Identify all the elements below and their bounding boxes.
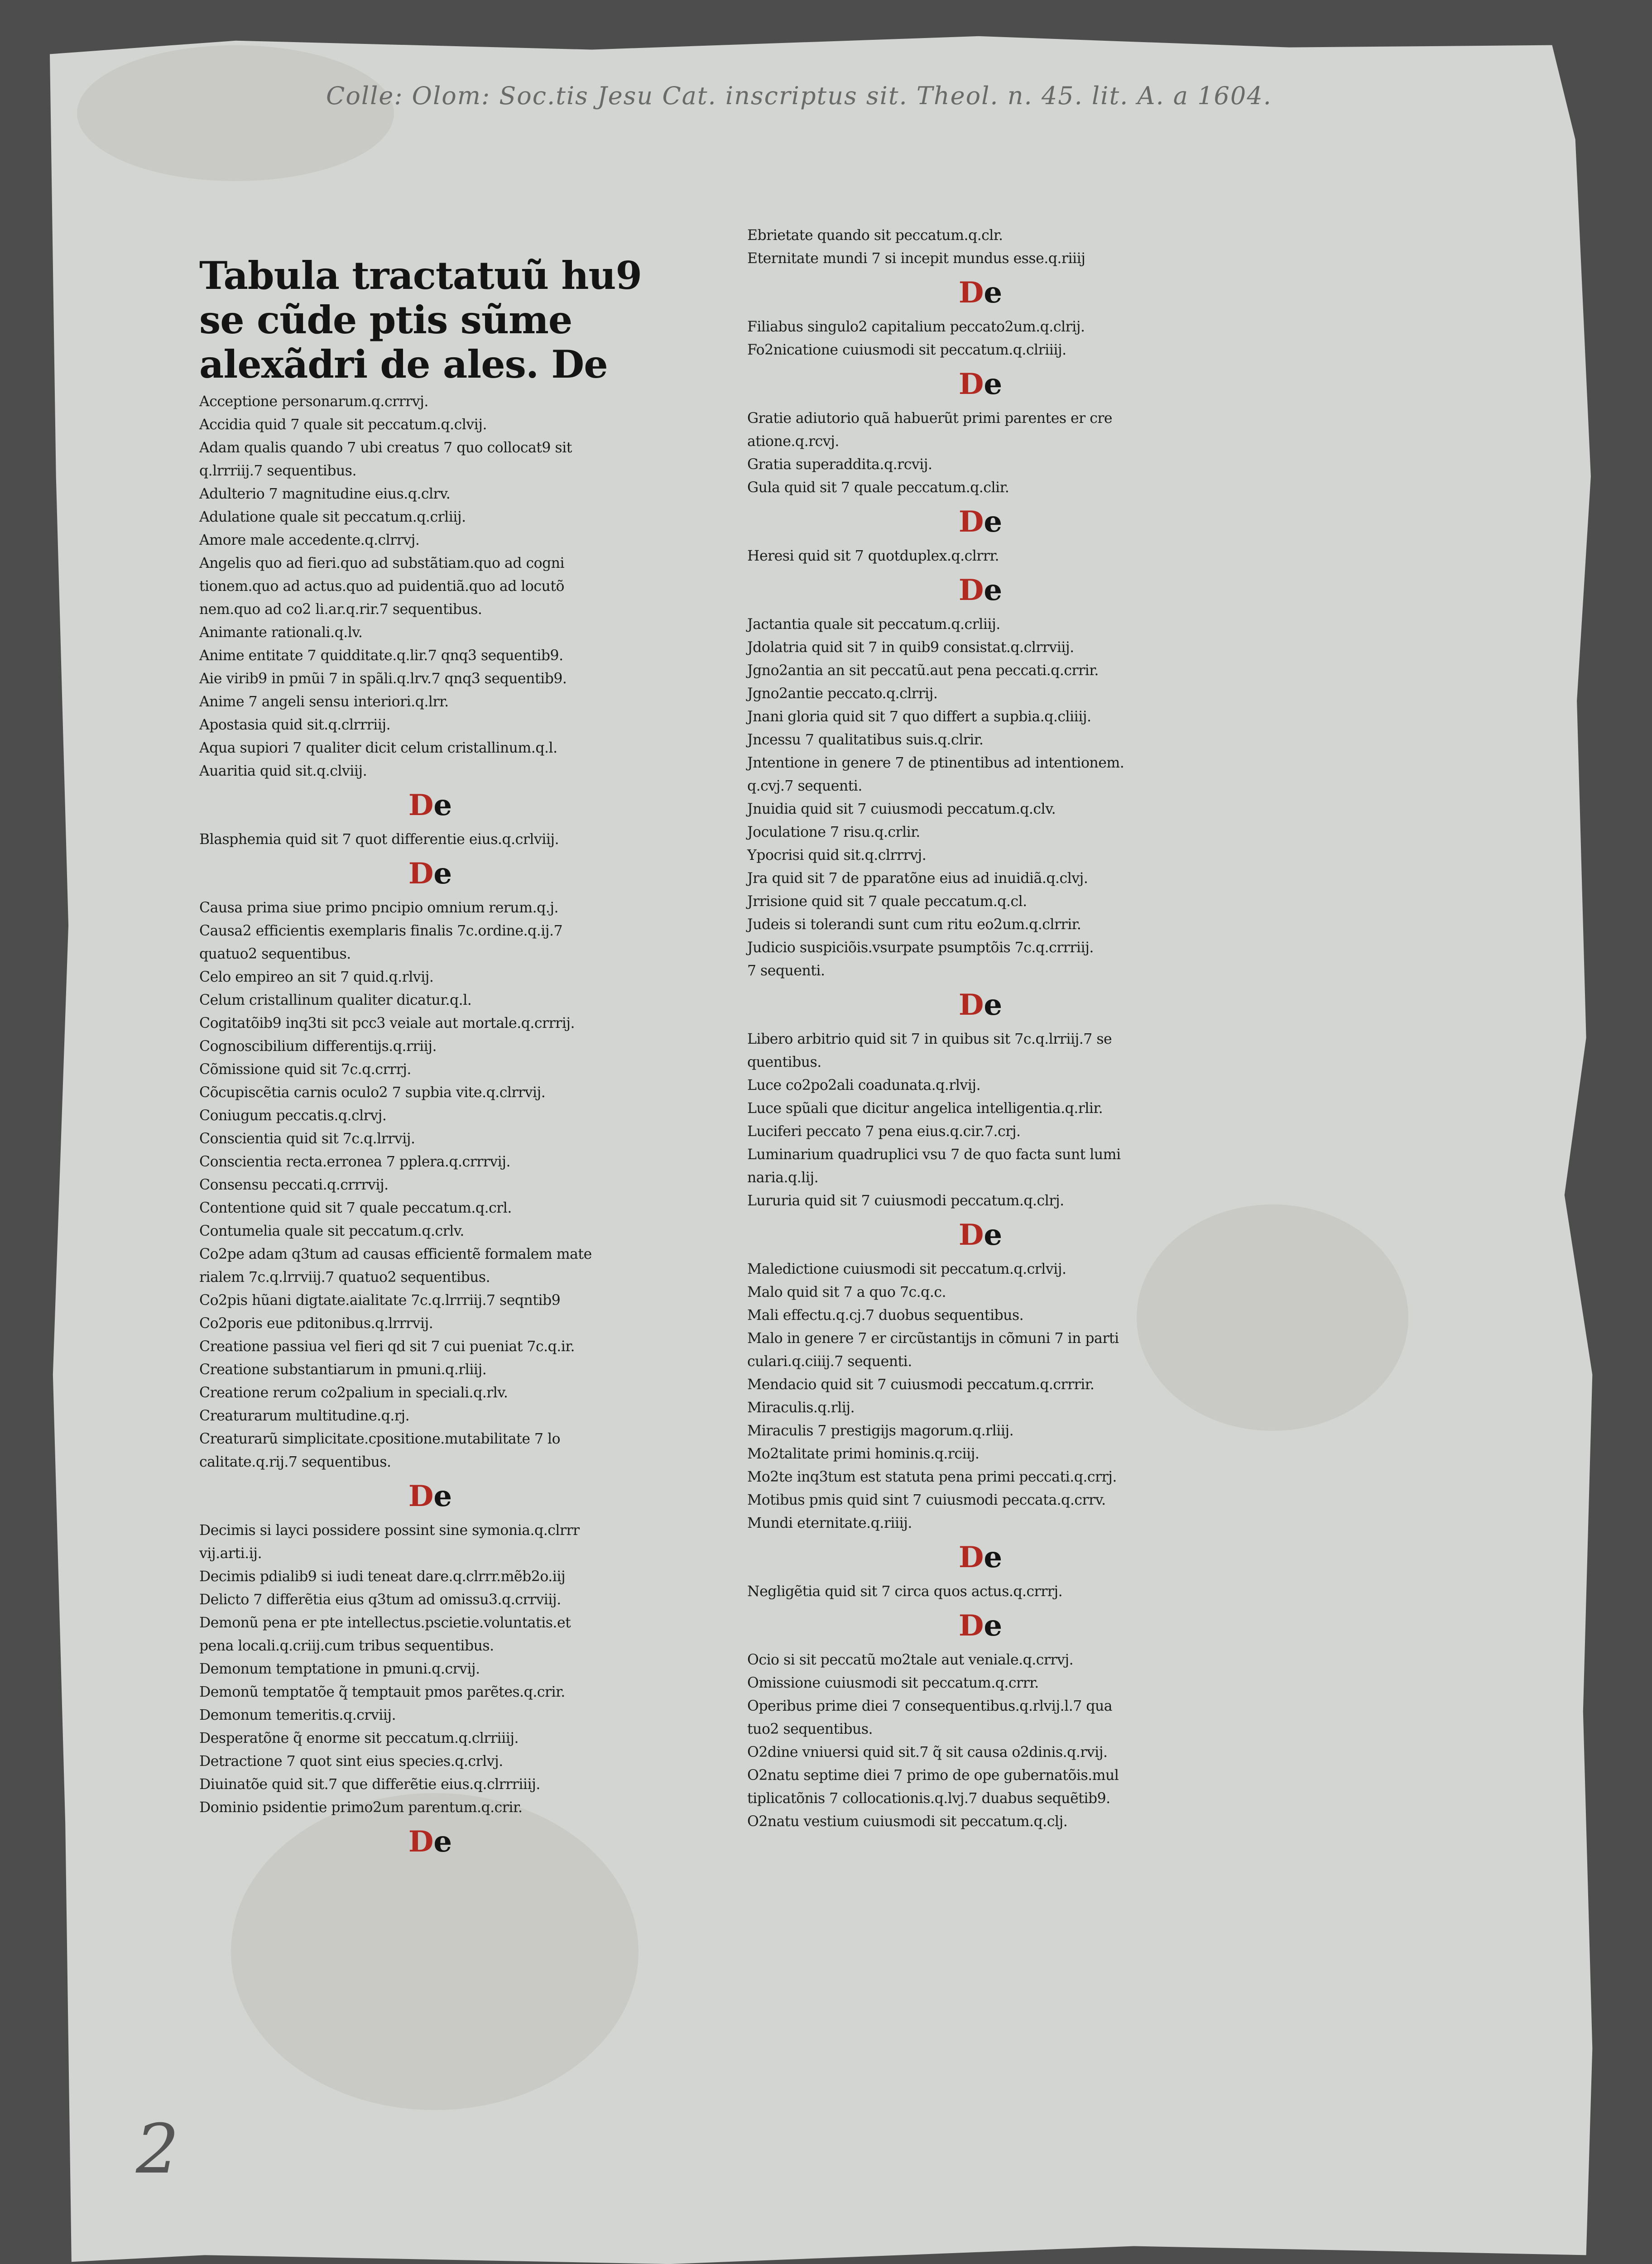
heading-rest: e	[433, 1479, 452, 1513]
index-entry: Maledictione cuiusmodi sit peccatum.q.crlvij.	[747, 1261, 1066, 1277]
index-entry: Co2pis hũani digtate.aialitate 7c.q.lrrriij.7 seqntib9	[199, 1292, 561, 1309]
index-entry: Creaturarum multitudine.q.rj.	[199, 1408, 410, 1424]
index-entry: Aqua supiori 7 qualiter dicit celum cristallinum.q.l.	[199, 740, 557, 756]
index-entry: Omissione cuiusmodi sit peccatum.q.crrr.	[747, 1675, 1039, 1691]
index-entry: Miraculis.q.rlij.	[747, 1400, 855, 1416]
index-entry: Mendacio quid sit 7 cuiusmodi peccatum.q.crrrir.	[747, 1377, 1095, 1393]
index-entry: Ypocrisi quid sit.q.clrrrvj.	[747, 847, 927, 863]
index-entry: Jnuidia quid sit 7 cuiusmodi peccatum.q.clv.	[747, 801, 1056, 817]
index-entry: O2natu septime diei 7 primo de ope gubernatõis.mul	[747, 1767, 1119, 1784]
index-entry: Animante rationali.q.lv.	[199, 624, 363, 641]
index-entry: Creatione substantiarum in pmuni.q.rliij.	[199, 1362, 487, 1378]
index-entry: Accidia quid 7 quale sit peccatum.q.clvij.	[199, 417, 487, 433]
heading-rest: e	[433, 1825, 452, 1859]
index-entry: Ebrietate quando sit peccatum.q.clr.	[747, 227, 1003, 244]
index-entry: Fo2nicatione cuiusmodi sit peccatum.q.clriiij.	[747, 342, 1066, 358]
heading-rest: e	[433, 857, 452, 891]
index-entry: Apostasia quid sit.q.clrrriij.	[199, 717, 391, 733]
title-de: De	[551, 342, 608, 387]
heading-rest: e	[984, 988, 1003, 1022]
index-entry: Jdolatria quid sit 7 in quib9 consistat.q.clrrviij.	[747, 639, 1074, 656]
index-entry: O2dine vniuersi quid sit.7 q̃ sit causa o2dinis.q.rvij.	[747, 1744, 1108, 1760]
index-entry: Co2poris eue pditonibus.q.lrrrvij.	[199, 1315, 433, 1332]
index-entry: naria.q.lij.	[747, 1170, 819, 1186]
index-entry: 7 sequenti.	[747, 963, 825, 979]
index-entry: culari.q.ciiij.7 sequenti.	[747, 1353, 912, 1370]
index-entry: Aie virib9 in pmũi 7 in spãli.q.lrv.7 qnq3 sequentib9.	[199, 671, 567, 687]
index-entry: Causa prima siue primo pncipio omnium rerum.q.j.	[199, 900, 559, 916]
index-entry: Jncessu 7 qualitatibus suis.q.clrir.	[747, 732, 984, 748]
heading-rest: e	[984, 573, 1003, 607]
index-entry: Creatione rerum co2palium in speciali.q.rlv.	[199, 1385, 508, 1401]
index-entry: tionem.quo ad actus.quo ad puidentiã.quo ad locutõ	[199, 578, 564, 595]
heading-rest: e	[433, 788, 452, 822]
index-entry: Amore male accedente.q.clrrvj.	[199, 532, 420, 548]
rubric-initial: D	[958, 276, 984, 310]
right-entries	[747, 224, 1214, 1833]
rubric-initial: D	[958, 367, 984, 401]
index-entry: Judicio suspiciõis.vsurpate psumptõis 7c.q.crrriij.	[747, 940, 1094, 956]
index-entry: Angelis quo ad fieri.quo ad substãtiam.quo ad cogni	[199, 555, 565, 571]
index-entry: Causa2 efficientis exemplaris finalis 7c.ordine.q.ij.7	[199, 923, 563, 939]
index-entry: Coniugum peccatis.q.clrvj.	[199, 1108, 387, 1124]
section-heading-de	[747, 362, 1214, 407]
title-text: Tabula tractatuũ hu9 se cũde ptis sũme alexãdri de ales.	[199, 253, 642, 387]
index-entry: Lururia quid sit 7 cuiusmodi peccatum.q.clrj.	[747, 1193, 1064, 1209]
index-entry: pena locali.q.criij.cum tribus sequentibus.	[199, 1638, 494, 1654]
section-heading-de	[199, 783, 661, 828]
index-entry: Jactantia quale sit peccatum.q.crliij.	[747, 616, 1000, 633]
rubric-initial: D	[408, 788, 434, 822]
index-entry: Libero arbitrio quid sit 7 in quibus sit 7c.q.lrriij.7 se	[747, 1031, 1112, 1047]
section-heading-de	[747, 568, 1214, 613]
index-entry: Demonũ temptatõe q̃ temptauit pmos parẽtes.q.crir.	[199, 1684, 565, 1700]
index-entry: Celo empireo an sit 7 quid.q.rlvij.	[199, 969, 434, 985]
index-entry: Demonum temptatione in pmuni.q.crvij.	[199, 1661, 480, 1677]
index-entry: Luminarium quadruplici vsu 7 de quo facta sunt lumi	[747, 1146, 1121, 1163]
index-entry: Cõmissione quid sit 7c.q.crrrj.	[199, 1061, 411, 1078]
index-entry: Malo in genere 7 er circũstantijs in cõmuni 7 in parti	[747, 1330, 1119, 1347]
index-entry: Joculatione 7 risu.q.crlir.	[747, 824, 920, 840]
index-entry: Adulatione quale sit peccatum.q.crliij.	[199, 509, 466, 525]
index-entry: Mo2talitate primi hominis.q.rciij.	[747, 1446, 980, 1462]
index-entry: Eternitate mundi 7 si incepit mundus esse.q.riiij	[747, 250, 1085, 267]
index-entry: Diuinatõe quid sit.7 que differẽtie eius.q.clrrriiij.	[199, 1776, 540, 1793]
index-entry: Delicto 7 differẽtia eius q3tum ad omissu3.q.crrviij.	[199, 1592, 561, 1608]
index-entry: Negligẽtia quid sit 7 circa quos actus.q.crrrj.	[747, 1583, 1063, 1600]
index-entry: Demonũ pena er pte intellectus.pscietie.voluntatis.et	[199, 1615, 571, 1631]
index-entry: Anime 7 angeli sensu interiori.q.lrr.	[199, 694, 449, 710]
index-entry: Conscientia recta.erronea 7 pplera.q.crrrvij.	[199, 1154, 511, 1170]
index-entry: Auaritia quid sit.q.clviij.	[199, 763, 367, 779]
section-heading-de	[747, 1603, 1214, 1649]
index-entry: Adulterio 7 magnitudine eius.q.clrv.	[199, 486, 451, 502]
index-entry: Heresi quid sit 7 quotduplex.q.clrrr.	[747, 548, 999, 564]
index-entry: Dominio psidentie primo2um parentum.q.crir.	[199, 1799, 523, 1816]
left-column	[199, 254, 661, 1865]
heading-rest: e	[984, 1218, 1003, 1252]
index-entry: Blasphemia quid sit 7 quot differentie eius.q.crlviij.	[199, 831, 559, 848]
index-entry: Creatione passiua vel fieri qd sit 7 cui pueniat 7c.q.ir.	[199, 1338, 575, 1355]
index-entry: Luciferi peccato 7 pena eius.q.cir.7.crj.	[747, 1123, 1021, 1140]
index-entry: O2natu vestium cuiusmodi sit peccatum.q.clj.	[747, 1813, 1068, 1830]
index-entry: Jgno2antia an sit peccatũ.aut pena peccati.q.crrir.	[747, 662, 1099, 679]
section-heading-de	[747, 1535, 1214, 1580]
index-entry: Mundi eternitate.q.riiij.	[747, 1515, 912, 1531]
index-entry: Motibus pmis quid sint 7 cuiusmodi peccata.q.crrv.	[747, 1492, 1106, 1508]
rubric-initial: D	[958, 1218, 984, 1252]
index-entry: quatuo2 sequentibus.	[199, 946, 351, 962]
index-entry: vij.arti.ij.	[199, 1545, 262, 1562]
manuscript-note: Colle: Olom: Soc.tis Jesu Cat. inscriptus sit. Theol. n. 45. lit. A. a 1604.	[326, 82, 1272, 110]
rubric-initial: D	[958, 1540, 984, 1574]
folio-number: 2	[136, 2110, 179, 2189]
index-entry: Malo quid sit 7 a quo 7c.q.c.	[747, 1284, 946, 1300]
index-entry: Jgno2antie peccato.q.clrrij.	[747, 686, 938, 702]
index-entry: Cogitatõib9 inq3ti sit pcc3 veiale aut mortale.q.crrrij.	[199, 1015, 575, 1031]
section-heading-de	[747, 983, 1214, 1028]
index-entry: Gratia superaddita.q.rcvij.	[747, 456, 932, 473]
section-heading-de	[199, 1819, 661, 1865]
index-entry: Detractione 7 quot sint eius species.q.crlvj.	[199, 1753, 503, 1770]
index-entry: Jrrisione quid sit 7 quale peccatum.q.cl.	[747, 893, 1027, 910]
rubric-initial: D	[958, 988, 984, 1022]
index-entry: Contumelia quale sit peccatum.q.crlv.	[199, 1223, 464, 1239]
index-entry: q.lrrriij.7 sequentibus.	[199, 463, 356, 479]
index-entry: Desperatõne q̃ enorme sit peccatum.q.clrriiij.	[199, 1730, 519, 1746]
index-entry: Demonum temeritis.q.crviij.	[199, 1707, 396, 1723]
index-entry: Gula quid sit 7 quale peccatum.q.clir.	[747, 480, 1009, 496]
index-entry: atione.q.rcvj.	[747, 433, 839, 450]
index-entry: Creaturarũ simplicitate.cpositione.mutabilitate 7 lo	[199, 1431, 561, 1447]
index-entry: tiplicatõnis 7 collocationis.q.lvj.7 duabus sequẽtib9.	[747, 1790, 1110, 1807]
rubric-initial: D	[408, 1479, 434, 1513]
index-entry: Ocio si sit peccatũ mo2tale aut veniale.q.crrvj.	[747, 1652, 1074, 1668]
index-entry: Jnani gloria quid sit 7 quo differt a supbia.q.cliiij.	[747, 709, 1091, 725]
section-heading-de	[199, 851, 661, 897]
rubric-initial: D	[408, 857, 434, 891]
index-entry: Mali effectu.q.cj.7 duobus sequentibus.	[747, 1307, 1024, 1324]
index-entry: Luce co2po2ali coadunata.q.rlvij.	[747, 1077, 981, 1094]
index-entry: Decimis pdialib9 si iudi teneat dare.q.clrrr.mẽb2o.iij	[199, 1568, 566, 1585]
heading-rest: e	[984, 1609, 1003, 1643]
heading-rest: e	[984, 505, 1003, 539]
index-entry: Anime entitate 7 quidditate.q.lir.7 qnq3 sequentib9.	[199, 648, 563, 664]
rubric-initial: D	[958, 1609, 984, 1643]
rubric-initial: D	[958, 505, 984, 539]
index-entry: Luce spũali que dicitur angelica intelligentia.q.rlir.	[747, 1100, 1103, 1117]
index-entry: rialem 7c.q.lrrviij.7 quatuo2 sequentibus.	[199, 1269, 490, 1285]
index-entry: tuo2 sequentibus.	[747, 1721, 873, 1737]
index-entry: Conscientia quid sit 7c.q.lrrvij.	[199, 1131, 415, 1147]
index-entry: Cognoscibilium differentijs.q.rriij.	[199, 1038, 437, 1055]
index-entry: Miraculis 7 prestigijs magorum.q.rliij.	[747, 1423, 1014, 1439]
section-heading-de	[747, 499, 1214, 545]
rubric-initial: D	[958, 573, 984, 607]
index-entry: Mo2te inq3tum est statuta pena primi peccati.q.crrj.	[747, 1469, 1117, 1485]
rubric-initial: D	[408, 1825, 434, 1859]
section-heading-de	[199, 1474, 661, 1519]
heading-rest: e	[984, 1540, 1003, 1574]
index-entry: q.cvj.7 sequenti.	[747, 778, 862, 794]
heading-rest: e	[984, 367, 1003, 401]
index-entry: Operibus prime diei 7 consequentibus.q.rlvij.l.7 qua	[747, 1698, 1113, 1714]
section-heading-de	[747, 1213, 1214, 1258]
right-column	[747, 224, 1214, 1833]
left-entries	[199, 390, 661, 1865]
index-entry: Judeis si tolerandi sunt cum ritu eo2um.q.clrrir.	[747, 916, 1081, 933]
section-heading-de	[747, 270, 1214, 316]
table-title	[199, 254, 661, 387]
index-entry: Filiabus singulo2 capitalium peccato2um.q.clrij.	[747, 319, 1085, 335]
index-entry: nem.quo ad co2 li.ar.q.rir.7 sequentibus.	[199, 601, 482, 618]
index-entry: Jra quid sit 7 de pparatõne eius ad inuidiã.q.clvj.	[747, 870, 1088, 887]
index-entry: Cõcupiscẽtia carnis oculo2 7 supbia vite.q.clrrvij.	[199, 1084, 546, 1101]
index-entry: Decimis si layci possidere possint sine symonia.q.clrrr	[199, 1522, 580, 1539]
index-entry: quentibus.	[747, 1054, 821, 1070]
index-entry: calitate.q.rij.7 sequentibus.	[199, 1454, 391, 1470]
index-entry: Consensu peccati.q.crrrvij.	[199, 1177, 389, 1193]
heading-rest: e	[984, 276, 1003, 310]
index-entry: Jntentione in genere 7 de ptinentibus ad intentionem.	[747, 755, 1124, 771]
index-entry: Gratie adiutorio quã habuerũt primi parentes er cre	[747, 410, 1113, 427]
index-entry: Acceptione personarum.q.crrrvj.	[199, 393, 428, 410]
index-entry: Co2pe adam q3tum ad causas efficientẽ formalem mate	[199, 1246, 592, 1262]
index-entry: Adam qualis quando 7 ubi creatus 7 quo collocat9 sit	[199, 440, 572, 456]
index-entry: Celum cristallinum qualiter dicatur.q.l.	[199, 992, 472, 1008]
index-entry: Contentione quid sit 7 quale peccatum.q.crl.	[199, 1200, 512, 1216]
